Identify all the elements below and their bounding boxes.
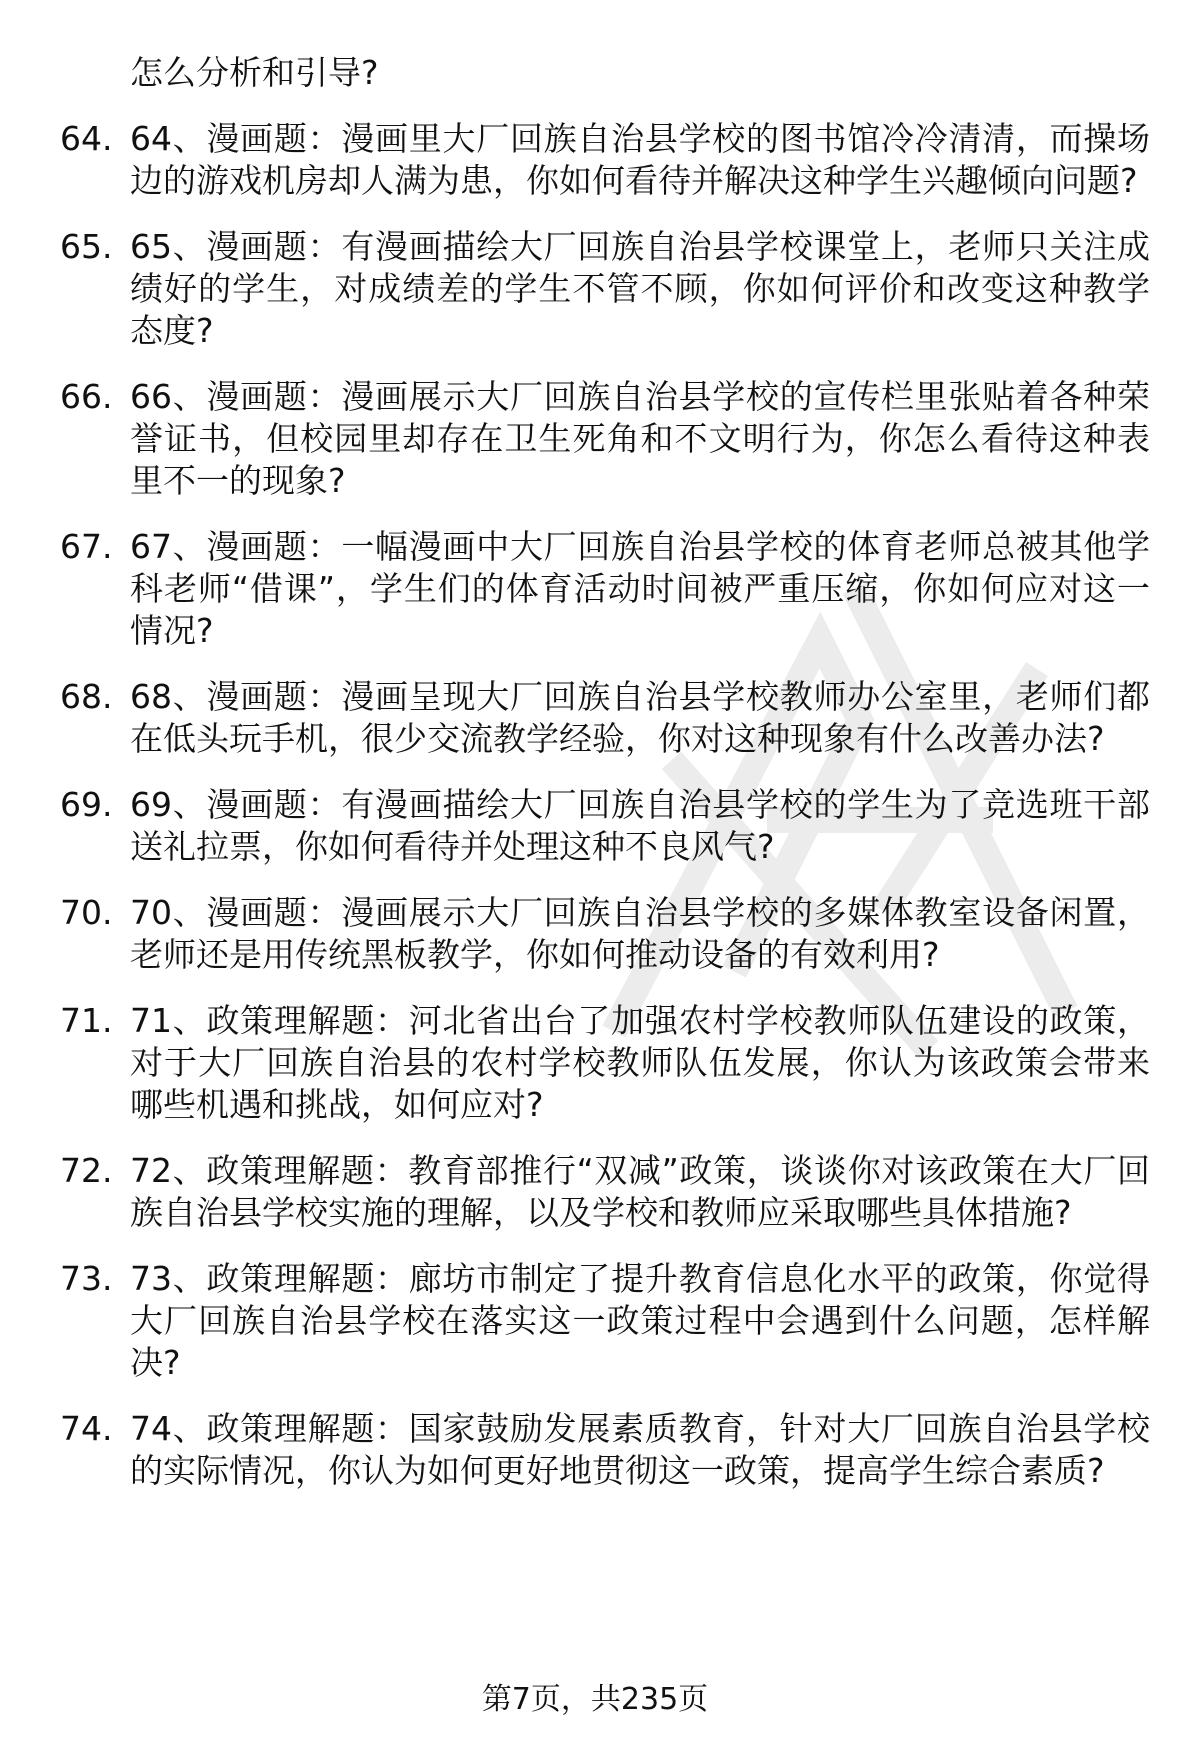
item-text: 68、漫画题：漫画呈现大厂回族自治县学校教师办公室里，老师们都在低头玩手机，很少交流教学经验，你对这种现象有什么改善办法? <box>130 677 1150 758</box>
list-item <box>60 892 1150 976</box>
list-item <box>60 226 1150 352</box>
item-number: 68. <box>60 677 113 716</box>
list-item <box>60 376 1150 502</box>
item-text: 66、漫画题：漫画展示大厂回族自治县学校的宣传栏里张贴着各种荣誉证书，但校园里却存在卫生死角和不文明行为，你怎么看待这种表里不一的现象? <box>130 377 1150 500</box>
list-item <box>60 1000 1150 1126</box>
item-number: 72. <box>60 1151 113 1190</box>
list-item <box>60 784 1150 868</box>
item-text: 73、政策理解题：廊坊市制定了提升教育信息化水平的政策，你觉得大厂回族自治县学校在落实这一政策过程中会遇到什么问题，怎样解决? <box>130 1259 1150 1382</box>
item-number: 71. <box>60 1001 113 1040</box>
item-number: 67. <box>60 527 113 566</box>
item-text: 72、政策理解题：教育部推行“双减”政策，谈谈你对该政策在大厂回族自治县学校实施的理解，以及学校和教师应采取哪些具体措施? <box>130 1151 1150 1232</box>
continuation-text: 怎么分析和引导? <box>130 53 379 92</box>
item-text: 71、政策理解题：河北省出台了加强农村学校教师队伍建设的政策，对于大厂回族自治县的农村学校教师队伍发展，你认为该政策会带来哪些机遇和挑战，如何应对? <box>130 1001 1150 1124</box>
item-number: 66. <box>60 377 113 416</box>
item-number: 69. <box>60 785 113 824</box>
item-text: 65、漫画题：有漫画描绘大厂回族自治县学校课堂上，老师只关注成绩好的学生，对成绩差的学生不管不顾，你如何评价和改变这种教学态度? <box>130 227 1150 350</box>
list-item <box>60 118 1150 202</box>
item-text: 70、漫画题：漫画展示大厂回族自治县学校的多媒体教室设备闲置，老师还是用传统黑板教学，你如何推动设备的有效利用? <box>130 893 1150 974</box>
item-number: 70. <box>60 893 113 932</box>
question-list <box>60 52 1150 1516</box>
item-text: 64、漫画题：漫画里大厂回族自治县学校的图书馆冷冷清清，而操场边的游戏机房却人满为患，你如何看待并解决这种学生兴趣倾向问题? <box>130 119 1150 200</box>
list-item <box>60 676 1150 760</box>
item-text: 69、漫画题：有漫画描绘大厂回族自治县学校的学生为了竞选班干部送礼拉票，你如何看待并处理这种不良风气? <box>130 785 1150 866</box>
item-text: 67、漫画题：一幅漫画中大厂回族自治县学校的体育老师总被其他学科老师“借课”，学生们的体育活动时间被严重压缩，你如何应对这一情况? <box>130 527 1150 650</box>
list-item <box>60 526 1150 652</box>
page-footer: 第7页，共235页 <box>481 1682 709 1717</box>
item-number: 73. <box>60 1259 113 1298</box>
item-number: 74. <box>60 1409 113 1448</box>
list-item <box>60 1258 1150 1384</box>
item-text: 74、政策理解题：国家鼓励发展素质教育，针对大厂回族自治县学校的实际情况，你认为如何更好地贯彻这一政策，提高学生综合素质? <box>130 1409 1150 1490</box>
list-item <box>60 1408 1150 1492</box>
item-number: 65. <box>60 227 113 266</box>
item-number: 64. <box>60 119 113 158</box>
list-item <box>60 1150 1150 1234</box>
